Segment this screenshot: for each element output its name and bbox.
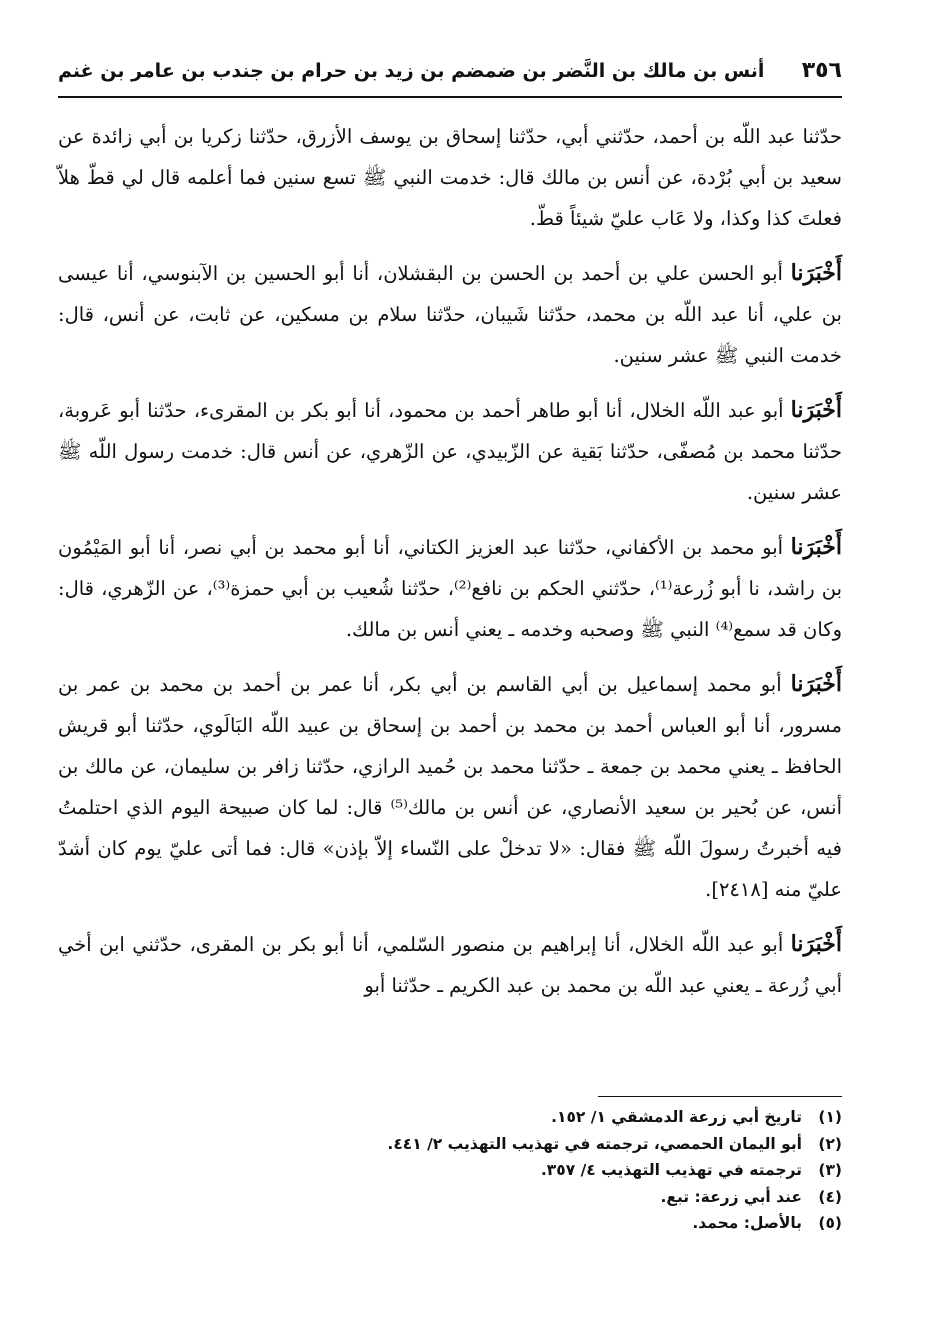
paragraph-lead: أَخْبَرَنا <box>790 397 842 423</box>
paragraph-text: أبو عبد اللّه الخلال، أنا إبراهيم بن منصور السّلمي، أنا أبو بكر بن المقرى، حدّثني ابن أخي أبي زُرعة ـ يعني عبد اللّه بن محمد بن عبد الكريم ـ حدّثنا أبو <box>58 933 842 997</box>
footnote-text: ترجمته في تهذيب التهذيب ٤/ ٣٥٧. <box>540 1161 802 1179</box>
footnote-number: (٢) <box>818 1134 842 1153</box>
paragraph-text: أبو محمد إسماعيل بن أبي القاسم بن أبي بكر، أنا عمر بن أحمد بن محمد بن عمر بن مسرور، أنا أبو العباس أحمد بن محمد بن أحمد بن إسحاق بن عبيد اللّه البَالَوي، حدّثنا أبو قريش الحافظ ـ يعني محمد بن جمعة ـ حدّثنا محمد بن حُميد الرازي، حدّثنا زافر بن سليمان، عن مالك بن أنس، عن بُحير بن سعيد الأنصاري، عن أنس بن مالك⁽⁵⁾ قال: لما كان صبيحة اليوم الذي احتلمتُ فيه أخبرتُ رسولَ اللّه ﷺ فقال: «لا تدخلْ على النّساء إلاّ بإذن» قال: فما أتى عليّ يوم كان أشدّ عليّ منه [٢٤١٨]. <box>58 673 842 901</box>
footnote-number: (١) <box>818 1108 842 1126</box>
footnote-text: أبو اليمان الحمصي، ترجمته في تهذيب التهذيب ٢/ ٤٤١. <box>387 1134 802 1153</box>
footnote-divider <box>598 1096 842 1097</box>
footnote-number: (٥) <box>818 1214 842 1232</box>
paragraph-lead: أَخْبَرَنا <box>790 931 842 957</box>
paragraph-text: أبو محمد بن الأكفاني، حدّثنا عبد العزيز الكتاني، أنا أبو محمد بن أبي نصر، أنا أبو المَيْمُون بن راشد، نا أبو زُرعة⁽¹⁾، حدّثني الحكم بن نافع⁽²⁾، حدّثنا شُعيب بن أبي حمزة⁽³⁾، عن الزّهري، قال: وكان قد سمع⁽⁴⁾ النبي ﷺ وصحبه وخدمه ـ يعني أنس بن مالك. <box>58 536 842 641</box>
footnote <box>300 1104 842 1131</box>
paragraph <box>58 664 842 910</box>
main-text <box>58 116 842 1020</box>
footnote <box>300 1184 842 1211</box>
paragraph <box>58 116 842 239</box>
page-number: ٣٥٦ <box>801 58 842 83</box>
paragraph-lead: أَخْبَرَنا <box>790 260 842 286</box>
paragraph-text: أبو الحسن علي بن أحمد بن الحسن بن البقشلان، أنا أبو الحسين بن الآبنوسي، أنا عيسى بن علي، أنا عبد اللّه بن محمد، حدّثنا شَيبان، حدّثنا سلام بن مسكين، عن ثابت، عن أنس، قال: خدمت النبي ﷺ عشر سنين. <box>58 262 842 367</box>
footnote-text: عند أبي زرعة: تبع. <box>660 1187 802 1206</box>
footnote-number: (٣) <box>818 1161 842 1179</box>
footnote-text: بالأصل: محمد. <box>692 1214 802 1232</box>
page-header <box>58 56 842 98</box>
paragraph-text: حدّثنا عبد اللّه بن أحمد، حدّثني أبي، حدّثنا إسحاق بن يوسف الأزرق، حدّثنا زكريا بن أبي زائدة عن سعيد بن أبي بُرْدة، عن أنس بن مالك قال: خدمت النبي ﷺ تسع سنين فما أعلمه قال لي قطّ هلاّ فعلتَ كذا وكذا، ولا عَاب عليّ شيئاً قطّ. <box>58 125 842 230</box>
paragraph <box>58 527 842 650</box>
footnote-text: تاريخ أبي زرعة الدمشقي ١/ ١٥٢. <box>551 1108 802 1126</box>
footnotes <box>300 1104 842 1237</box>
footnote-number: (٤) <box>818 1187 842 1206</box>
paragraph-lead: أَخْبَرَنا <box>790 534 842 560</box>
paragraph <box>58 924 842 1006</box>
paragraph-text: أبو عبد اللّه الخلال، أنا أبو طاهر أحمد بن محمود، أنا أبو بكر بن المقرىء، حدّثنا أبو عَروبة، حدّثنا محمد بن مُصفّى، حدّثنا بَقية عن الزّبيدي، عن الزّهري، عن أنس قال: خدمت رسول اللّه ﷺ عشر سنين. <box>58 399 842 504</box>
footnote <box>300 1131 842 1158</box>
footnote <box>300 1210 842 1237</box>
paragraph-lead: أَخْبَرَنا <box>790 671 842 697</box>
running-head: أنس بن مالك بن النَّضر بن ضمضم بن زيد بن حرام بن جندب بن عامر بن غنم <box>58 60 765 82</box>
paragraph <box>58 390 842 513</box>
paragraph <box>58 253 842 376</box>
footnote <box>300 1157 842 1184</box>
